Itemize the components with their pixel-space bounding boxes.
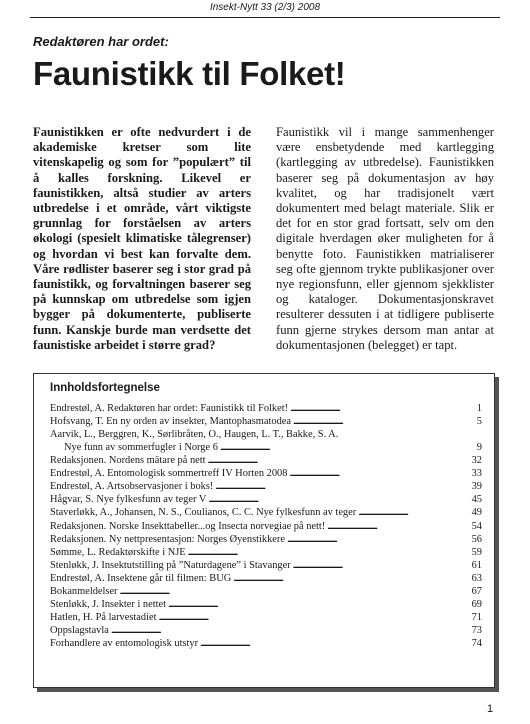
article-column-right: Faunistikk vil i mange sammenhenger være ensbetydende med kartlegging (kartlegging av utbredelse). Faunistikken baserer seg på dokumentasjon av høy kvalitet, og har tradisjonelt vært dokumentert med belagt materiale. Slik er det for en stor grad fortsatt, selv om den digitale hverdagen øker muligheten for å benytte foto. Faunistikken matrialiserer seg ofte gjennom trykte publikasjoner over nye regionsfunn, eller gjennom sjekklister og kataloger. Dokumentasjonskravet resulterer dessuten i at tidligere publiserte funn gjerne strykes dersom man antar at dokumentasjonen (belegget) er tapt. xyxy=(276,125,494,352)
toc-entry-title: Endrestøl, A. Artsobservasjoner i boks! xyxy=(50,481,214,493)
toc-entry-page: 59 xyxy=(471,546,482,558)
toc-entry-title: Redaksjonen. Norske Insekttabeller...og Insecta norvegiae på nett! xyxy=(50,520,326,532)
toc-entry[interactable] xyxy=(50,559,482,572)
toc-leader-dots xyxy=(168,598,470,611)
toc-leader-dots xyxy=(293,415,475,428)
toc-entry-title: Hofsvang, T. En ny orden av insekter, Mantophasmatodea xyxy=(50,416,292,428)
toc-entry-title: Staverløkk, A., Johansen, N. S., Coulianos, C. C. Nye fylkesfunn av teger xyxy=(50,507,357,519)
toc-entry-title: Redaksjonen. Ny nettpresentasjon: Norges Øyenstikkere xyxy=(50,533,285,545)
toc-entry-title: Hatlen, H. På larvestadiet xyxy=(50,612,157,624)
toc-entry[interactable] xyxy=(50,506,482,519)
toc-entry-page: 9 xyxy=(476,441,482,453)
toc-entry-page: 61 xyxy=(471,559,482,571)
toc-entry-page: 33 xyxy=(471,468,482,480)
toc-entry[interactable] xyxy=(50,585,482,598)
toc-entry-title: Endrestøl, A. Redaktøren har ordet: Faunistikk til Folket! xyxy=(50,403,289,414)
toc-entry[interactable] xyxy=(50,598,482,611)
toc-leader-dots xyxy=(287,533,470,546)
toc-leader-dots xyxy=(327,520,469,533)
toc-entry-page: 32 xyxy=(471,455,482,467)
toc-entry[interactable] xyxy=(50,467,482,480)
toc-entry[interactable] xyxy=(50,480,482,493)
editorial-kicker: Redaktøren har ordet: xyxy=(33,34,169,49)
toc-entry[interactable] xyxy=(50,415,482,428)
toc-entry[interactable] xyxy=(50,611,482,624)
running-header xyxy=(30,0,500,18)
toc-entry[interactable] xyxy=(50,428,482,441)
toc-entry[interactable] xyxy=(50,402,482,415)
toc-leader-dots xyxy=(215,480,469,493)
running-title: Insekt-Nytt 33 (2/3) 2008 xyxy=(209,2,321,13)
toc-leader-dots xyxy=(220,441,475,454)
toc-leader-dots xyxy=(208,493,469,506)
toc-leader-dots xyxy=(120,585,470,598)
toc-entry-title: Aarvik, L., Berggren, K., Sørlibråten, O., Haugen, L. T., Bakke, S. A. xyxy=(50,429,339,441)
toc-entry-title: Oppslagstavla xyxy=(50,625,109,637)
toc-entry-page: 63 xyxy=(471,572,482,584)
toc-leader-dots xyxy=(158,611,469,624)
toc-entry[interactable] xyxy=(50,533,482,546)
toc-entry-page: 67 xyxy=(471,586,482,598)
toc-leader-dots xyxy=(358,506,469,519)
toc-leader-dots xyxy=(208,454,470,467)
toc-entry-page: 74 xyxy=(471,638,482,650)
toc-entry[interactable] xyxy=(50,546,482,559)
toc-entry-page: 56 xyxy=(471,533,482,545)
toc-leader-dots xyxy=(188,546,470,559)
table-of-contents xyxy=(33,373,495,688)
toc-entry[interactable] xyxy=(50,493,482,506)
toc-leader-dots xyxy=(233,572,469,585)
toc-entry-page: 73 xyxy=(471,625,482,637)
toc-heading: Innholdsfortegnelse xyxy=(50,382,160,394)
article-title: Faunistikk til Folket! xyxy=(33,55,346,92)
toc-leader-dots xyxy=(290,402,475,415)
toc-entry-page: 49 xyxy=(471,507,482,519)
toc-entry-page: 45 xyxy=(471,494,482,506)
toc-entry-title: Bokanmeldelser xyxy=(50,586,118,598)
toc-entry-title: Stenløkk, J. Insekter i nettet xyxy=(50,599,167,611)
toc-entry-title: Redaksjonen. Nordens mätare på nett xyxy=(50,455,206,467)
toc-leader-dots xyxy=(111,624,470,637)
toc-list xyxy=(50,402,482,650)
toc-entry-title: Nye funn av sommerfugler i Norge 6 xyxy=(64,441,218,453)
toc-entry-page: 71 xyxy=(471,612,482,624)
toc-entry-title: Sømme, L. Redaktørskifte i NJE xyxy=(50,546,186,558)
toc-entry-title: Endrestøl, A. Insektene går til filmen: BUG xyxy=(50,572,232,584)
toc-leader-dots xyxy=(200,637,470,650)
toc-entry-page: 54 xyxy=(471,520,482,532)
toc-entry-page: 39 xyxy=(471,481,482,493)
toc-entry[interactable] xyxy=(50,637,482,650)
toc-entry[interactable] xyxy=(50,454,482,467)
toc-entry-page: 5 xyxy=(476,416,482,428)
toc-entry[interactable] xyxy=(50,520,482,533)
toc-entry-title: Hågvar, S. Nye fylkesfunn av teger V xyxy=(50,494,207,506)
toc-entry-continued[interactable] xyxy=(50,441,482,454)
toc-entry-title: Forhandlere av entomologisk utstyr xyxy=(50,638,199,650)
toc-entry-page: 69 xyxy=(471,599,482,611)
toc-entry-page: 1 xyxy=(476,403,482,414)
toc-leader-dots xyxy=(289,467,469,480)
toc-leader-dots xyxy=(293,559,470,572)
toc-entry-title: Stenløkk, J. Insektutstilling på ”Naturdagene” i Stavanger xyxy=(50,559,291,571)
toc-entry-title: Endrestøl, A. Entomologisk sommertreff IV Horten 2008 xyxy=(50,468,288,480)
article-column-left: Faunistikken er ofte nedvurdert i de akademiske kretser som lite vitenskapelig og som for ”populært” til å kalles forskning. Likevel er faunistikken, altså studier av arters utbredelse i et område, vårt viktigste grunnlag for forståelsen av arters økologi (spesielt klimatiske tålegrenser) og hvordan vi best kan forvalte dem. Våre rødlister baserer seg i stor grad på faunistikk, og forvaltningen baserer seg på kunnskap om utbredelse som igjen bygger på dokumenterte, publiserte funn. Kanskje burde man verdsette det faunistiske arbeidet i større grad? xyxy=(33,125,251,352)
toc-entry[interactable] xyxy=(50,624,482,637)
page-number: 1 xyxy=(487,703,494,715)
toc-entry[interactable] xyxy=(50,572,482,585)
